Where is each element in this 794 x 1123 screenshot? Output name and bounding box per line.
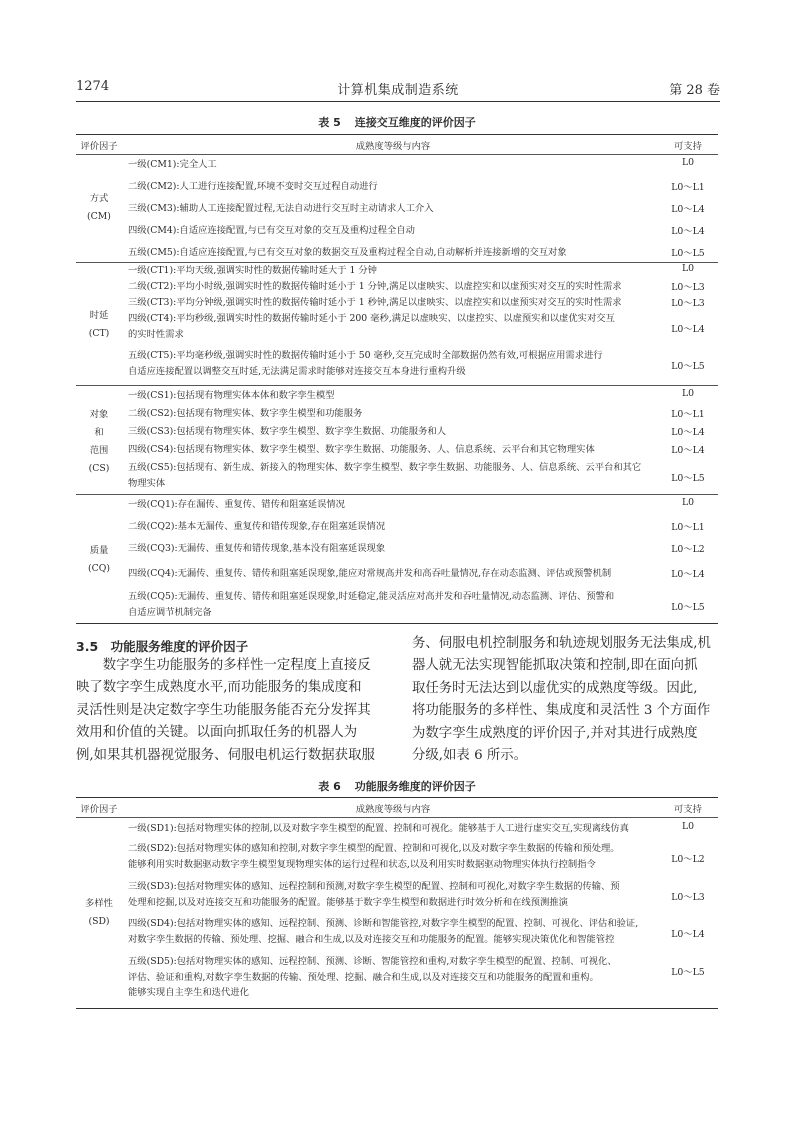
table5: 评价因子 成熟度等级与内容 可支持 方式 (CM) 一级(CM1):完全人工 L0 二级(CM2):人工进行连接配置,环境不变时交互过程自动进行 L0～L1 三级(CM3):辅助人工连接配置过程,无法自动进行交互时主动请求人工介入 L0～L4 四级(CM4):自适应连接配置,与已有交互对象的交互及重构过程全自动 L0～L4 五级(CM5):自适应连接配置,与已有交互对象的数据交互及重构过程全自动,自动解析并连接新增的交互对象 L0～L5 时延 (CT) 一级(CT1):平均天级,强调实时性的数据传输时延大于 1 分钟 L0 二级(CT2):平均小时级,强调实时性的数据传输时延小于 1 分钟,满足以虚映实、以虚控实和以虚预实对交互的实时性需求 L0～L3 三级(CT3):平均分钟级,强调实时性的数据传输时延小于 1 秒钟,满足以虚映实、以虚控实和以虚预实对交互的实时性需求 L0～L3 四级(CT4):平均秒级,强调实时性的数据传输时延小于 200 毫秒,满足以虚映实、以虚控实、以虚预实和以虚优实对交互 的实时性需求 L0～L4 五级(CT5):平均毫秒级,强调实时性的数据传输时延小于 50 毫秒,交互完成时全部数据仍然有效,可根据应用需求进行 自适应连接配置以调整交互时延,无法满足需求时能够对连接交互本身进行重构升级 L0～L5 对象 和 范围 (CS) 一级(CS1):包括现有物理实体本体和数字孪生模型 L0 二级(CS2):包括现有物理实体、数字孪生模型和功能服务 L0～L1 三级(CS3):包括现有物理实体、数字孪生模型、数字孪生数据、功能服务和人 L0～L4 四级(CS4):包括现有物理实体、数字孪生模型、数字孪生数据、功能服务、人、信息系统、云平台和其它物理实体 L0～L4 五级(CS5):包括现有、新生成、新接入的物理实体、数字孪生模型、数字孪生数据、功能服务、人、信息系统、云平台和其它 物理实体 L0～L5 质量 (CQ) 一级(CQ1):存在漏传、重复传、错传和阻塞延误情况 L0 二级(CQ2):基本无漏传、重复传和错传现象,存在阻塞延误情况 L0～L1 三级(CQ3):无漏传、重复传和错传现象,基本没有阻塞延误现象 L0～L2 四级(CQ4):无漏传、重复传、错传和阻塞延误现象,能应对常规高并发和高吞吐量情况,存在动态监测、评估或预警机制 L0～L4 五级(CQ5):无漏传、重复传、错传和阻塞延误现象,时延稳定,能灵活应对高并发和吞吐量情况,动态监测、评估、预警和 自适应调节机制完备 L0～L5 — [76, 134, 718, 614]
section-heading: 3.5 功能服务维度的评价因子 — [76, 639, 249, 654]
table6-header-rule — [76, 817, 718, 818]
table6-col-content: 成熟度等级与内容 — [355, 804, 431, 815]
page-number: 1274 — [76, 79, 110, 94]
table6-top-rule — [76, 797, 718, 798]
table5-col-content: 成熟度等级与内容 — [355, 141, 431, 152]
table6-col-support: 可支持 — [674, 804, 702, 815]
table5-label: 表 5 — [318, 116, 341, 129]
journal-title: 计算机集成制造系统 — [337, 83, 459, 98]
body-text-left: 数字孪生功能服务的多样性一定程度上直接反 映了数字孪生成熟度水平,而功能服务的集成度和 灵活性则是决定数字孪生功能服务能否充分发挥其 效用和价值的关键。以面向抓取任务的机器人为 例,如果其机器视觉服务、伺服电机运行数据获取服 — [76, 658, 375, 763]
table5-title: 连接交互维度的评价因子 — [354, 116, 476, 129]
table5-top-rule — [76, 134, 718, 135]
table5-group-rule — [76, 385, 718, 386]
table5-group-label: 时延 (CT) — [88, 310, 110, 339]
table5-col-factor: 评价因子 — [80, 141, 118, 152]
table5-group-label: 对象 和 范围 (CS) — [88, 409, 110, 474]
table6-label: 表 6 — [318, 780, 341, 793]
volume-label: 第 28 卷 — [669, 83, 720, 98]
table5-group-label: 质量 (CQ) — [88, 545, 110, 574]
table6-group-label: 多样性 (SD) — [85, 898, 113, 927]
body-text-right: 务、伺服电机控制服务和轨迹规划服务无法集成,机 器人就无法实现智能抓取决策和控制,即在面向抓 取任务时无法达到以虚优实的成熟度等级。因此, 将功能服务的多样性、集成度和灵活性 3 个方面作 为数字孪生成熟度的评价因子,并对其进行成熟度 分级,如表 6 所示。 — [412, 636, 711, 764]
table5-header-rule — [76, 154, 718, 155]
running-header — [76, 79, 720, 102]
table6-caption — [0, 778, 794, 794]
table5-group-rule — [76, 494, 718, 495]
table5-caption — [0, 114, 794, 130]
table6-title: 功能服务维度的评价因子 — [354, 780, 476, 793]
table6-bottom-rule — [76, 1008, 718, 1009]
table5-col-support: 可支持 — [674, 141, 702, 152]
table6-col-factor: 评价因子 — [80, 804, 118, 815]
table5-bottom-rule — [76, 623, 718, 624]
table6: 评价因子 成熟度等级与内容 可支持 多样性 (SD) 一级(SD1):包括对物理实体的控制,以及对数字孪生模型的配置、控制和可视化。能够基于人工进行虚实交互,实现离线仿真 L0 二级(SD2):包括对物理实体的感知和控制,对数字孪生模型的配置、控制和可视化,以及对数字孪生数据的传输和预处理。 能够利用实时数据驱动数字孪生模型复现物理实体的运行过程和状态,以及利用实时数据驱动物理实体执行控制指令 L0～L2 三级(SD3):包括对物理实体的感知、远程控制和预测,对数字孪生模型的配置、控制和可视化,对数字孪生数据的传输、预 处理和挖掘,以及对连接交互和功能服务的配置。能够基于数字孪生模型和数据进行时效分析和在线预测推演 L0～L3 四级(SD4):包括对物理实体的感知、远程控制、预测、诊断和智能管控,对数字孪生模型的配置、控制、可视化、评估和验证, 对数字孪生数据的传输、预处理、挖掘、融合和生成,以及对连接交互和功能服务的配置。能够实现决策优化和智能管控 L0～L4 五级(SD5):包括对物理实体的感知、远程控制、预测、诊断、智能管控和重构,对数字孪生模型的配置、控制、可视化、 评估、验证和重构,对数字孪生数据的传输、预处理、挖掘、融合和生成,以及对连接交互和功能服务的配置和重构。 能够实现自主孪生和迭代进化 L0～L5 — [76, 797, 718, 1057]
table5-group-label: 方式 (CM) — [87, 193, 111, 222]
